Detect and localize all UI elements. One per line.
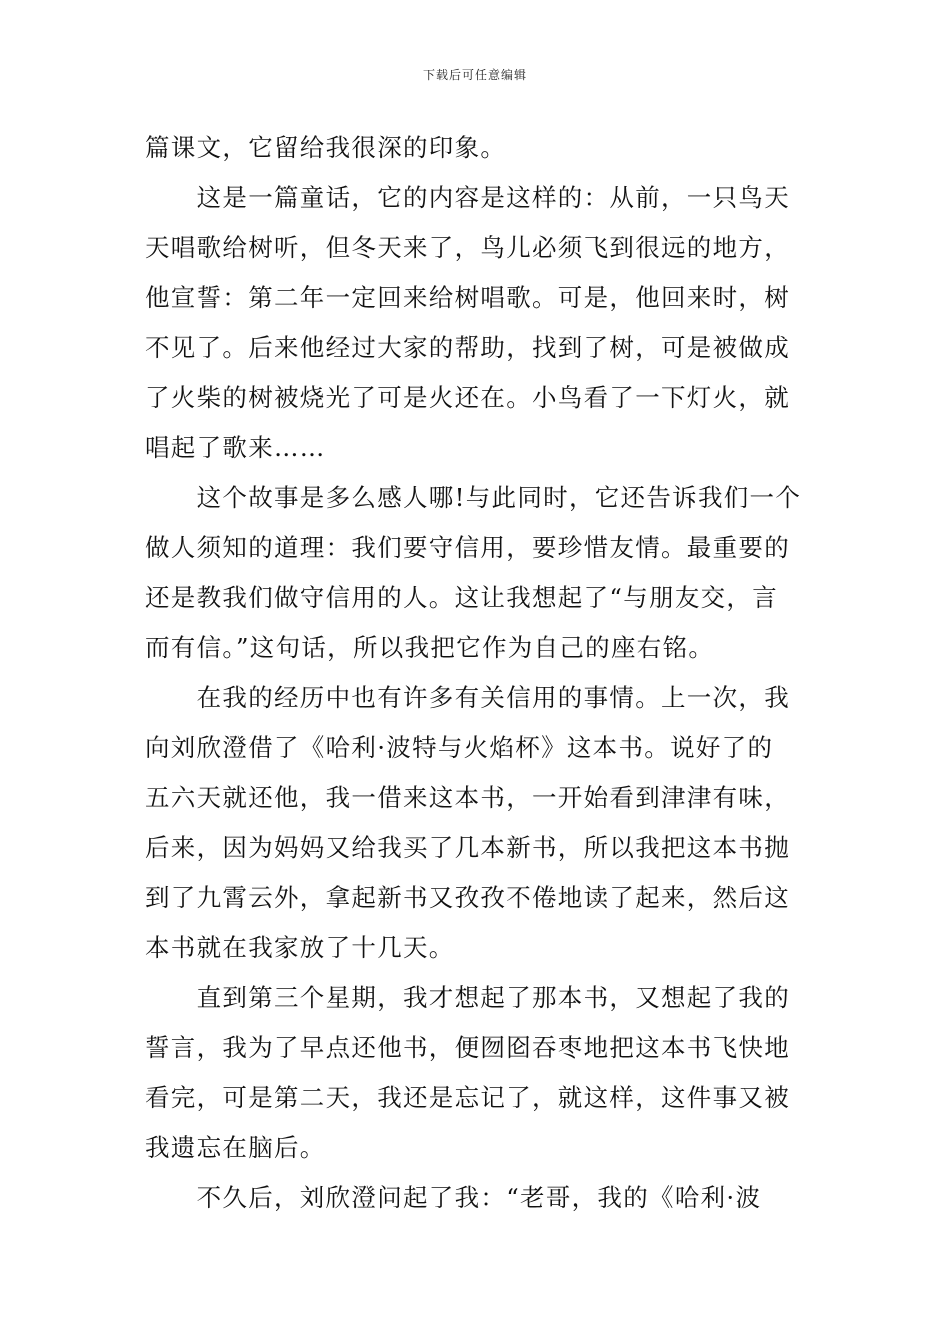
text-line: 五六天就还他，我一借来这本书，一开始看到津津有味， xyxy=(145,783,790,812)
text-line: 后来，因为妈妈又给我买了几本新书，所以我把这本书抛 xyxy=(145,833,790,862)
text-line: 在我的经历中也有许多有关信用的事情。上一次，我 xyxy=(145,683,790,712)
text-line: 这个故事是多么感人哪!与此同时，它还告诉我们一个 xyxy=(145,483,802,512)
text-line: 向刘欣澄借了《哈利·波特与火焰杯》这本书。说好了的 xyxy=(145,733,774,762)
text-line: 不久后，刘欣澄问起了我：“老哥，我的《哈利·波 xyxy=(145,1183,762,1212)
text-line: 到了九霄云外，拿起新书又孜孜不倦地读了起来，然后这 xyxy=(145,883,790,912)
text-line: 了火柴的树被烧光了可是火还在。小鸟看了一下灯火，就 xyxy=(145,383,790,412)
page-header: 下载后可任意编辑 xyxy=(422,68,527,82)
text-line: 誓言，我为了早点还他书，便囫囵吞枣地把这本书飞快地 xyxy=(145,1033,790,1062)
text-line: 这是一篇童话，它的内容是这样的：从前，一只鸟天 xyxy=(145,183,790,212)
text-line: 看完，可是第二天，我还是忘记了，就这样，这件事又被 xyxy=(145,1083,790,1112)
document-body xyxy=(145,123,811,1223)
text-line: 做人须知的道理：我们要守信用，要珍惜友情。最重要的 xyxy=(145,533,790,562)
text-line: 我遗忘在脑后。 xyxy=(145,1133,326,1162)
text-line: 本书就在我家放了十几天。 xyxy=(145,933,455,962)
text-line: 天唱歌给树听，但冬天来了，鸟儿必须飞到很远的地方， xyxy=(145,233,790,262)
text-line: 唱起了歌来…… xyxy=(145,433,326,462)
text-line: 直到第三个星期，我才想起了那本书，又想起了我的 xyxy=(145,983,790,1012)
text-line: 还是教我们做守信用的人。这让我想起了“与朋友交，言 xyxy=(145,583,779,612)
text-line: 不见了。后来他经过大家的帮助，找到了树，可是被做成 xyxy=(145,333,790,362)
text-line: 篇课文，它留给我很深的印象。 xyxy=(145,133,507,162)
text-line: 而有信。”这句话，所以我把它作为自己的座右铭。 xyxy=(145,633,715,662)
text-line: 他宣誓：第二年一定回来给树唱歌。可是，他回来时，树 xyxy=(145,283,790,312)
